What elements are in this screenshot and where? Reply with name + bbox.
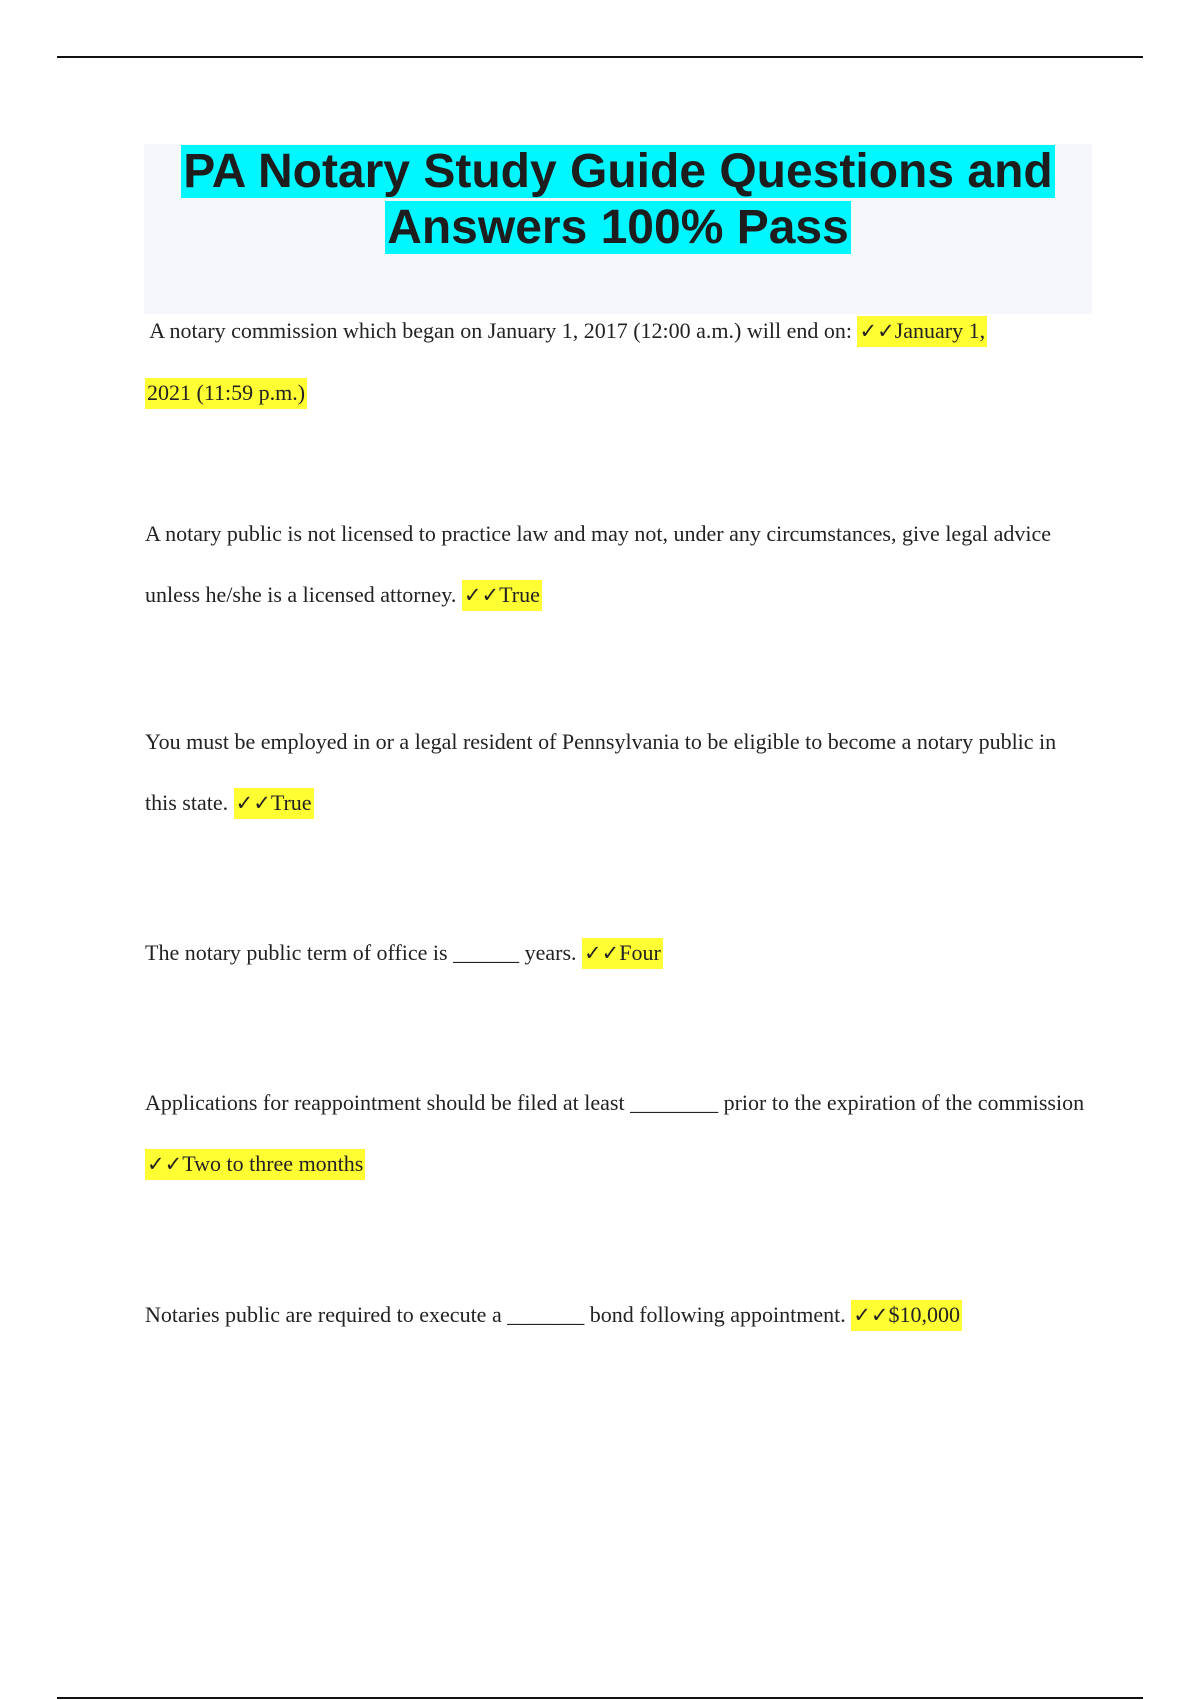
- double-check-icon: ✓✓: [463, 583, 500, 607]
- answer-text: $10,000: [888, 1302, 960, 1327]
- double-check-icon: ✓✓: [235, 791, 271, 815]
- double-check-icon: ✓✓: [584, 941, 620, 965]
- answer-text: Two to three months: [182, 1151, 364, 1176]
- title-banner: [144, 144, 1092, 314]
- title-line-2: Answers 100% Pass: [387, 201, 849, 254]
- answer-highlight-continued: 2021 (11:59 p.m.): [145, 378, 307, 409]
- question-text: A notary public is not licensed to practice law and may not, under any circumstances, give legal advice unless he/she is a licensed attorney.: [145, 521, 1051, 607]
- double-check-icon: ✓✓: [147, 1152, 183, 1176]
- double-check-icon: ✓✓: [859, 319, 895, 343]
- answer-text: Four: [619, 940, 661, 965]
- answer-highlight: [462, 580, 542, 611]
- document-title: [144, 144, 1092, 256]
- qa-item-3: [145, 711, 1085, 834]
- question-text: The notary public term of office is ______ years.: [145, 940, 583, 965]
- question-text: You must be employed in or a legal resident of Pennsylvania to be eligible to become a notary public in this state.: [145, 729, 1057, 815]
- qa-item-4: [145, 922, 1085, 984]
- answer-highlight: [851, 1300, 962, 1331]
- answer-highlight: [234, 788, 314, 819]
- question-text: Applications for reappointment should be filed at least ________ prior to the expiration of the commission: [145, 1090, 1085, 1115]
- double-check-icon: ✓✓: [853, 1303, 889, 1327]
- question-text: Notaries public are required to execute a _______ bond following appointment.: [145, 1302, 852, 1327]
- answer-highlight: [582, 938, 663, 969]
- bottom-rule: [57, 1697, 1143, 1699]
- qa-item-5: [145, 1072, 1085, 1195]
- qa-item-2: [145, 503, 1085, 626]
- answer-text: True: [499, 582, 540, 607]
- answer-highlight: [857, 316, 987, 347]
- qa-item-1: [145, 300, 1085, 423]
- answer-highlight: [145, 1149, 365, 1180]
- answer-text: January 1,: [894, 318, 986, 343]
- top-rule: [57, 56, 1143, 58]
- question-text: A notary commission which began on January 1, 2017 (12:00 a.m.) will end on:: [145, 318, 858, 343]
- title-line-1: PA Notary Study Guide Questions and: [183, 145, 1053, 198]
- qa-item-6: [145, 1284, 1085, 1346]
- answer-text: True: [270, 790, 312, 815]
